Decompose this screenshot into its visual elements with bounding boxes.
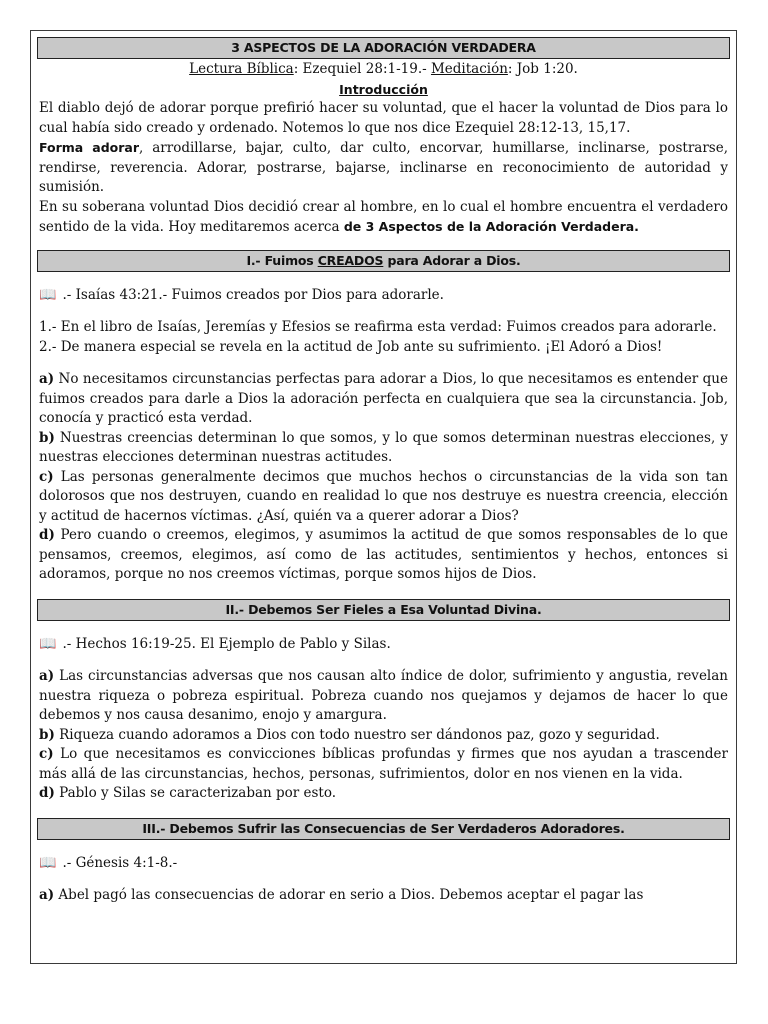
section-1-item-d (39, 526, 728, 585)
section-2-item-d (39, 784, 728, 804)
theme-emphasis: de 3 Aspectos de la Adoración Verdadera. (343, 219, 639, 234)
intro-theme (39, 198, 728, 238)
section-2-title: II.- Debemos Ser Fieles a Esa Voluntad Divina. (37, 599, 730, 621)
section-1-point-1: 1.- En el libro de Isaías, Jeremías y Efesios se reafirma esta verdad: Fuimos creados para adorarle. (39, 319, 717, 335)
open-book-icon: 📖 (39, 635, 57, 652)
intro-definition (39, 138, 728, 198)
section-1-item-c (39, 468, 728, 527)
item-text: Las circunstancias adversas que nos causan alto índice de dolor, sufrimiento y angustia, revelan nuestra riqueza o pobreza espiritual. Pobreza cuando nos quejamos y dejamos de hacer lo que debemos y nos causa desanimo, enojo y amargura. (39, 668, 728, 723)
section-1-item-b (39, 429, 728, 468)
intro-heading: Introducción (339, 81, 428, 97)
open-book-icon: 📖 (39, 854, 57, 871)
section-1-point-2: 2.- De manera especial se revela en la actitud de Job ante su sufrimiento. ¡El Adoró a Dios! (39, 338, 663, 355)
open-book-icon: 📖 (39, 286, 57, 303)
item-label: c) (39, 746, 54, 762)
section-1-title-post: para Adorar a Dios. (383, 252, 521, 268)
theme-text: En su soberana voluntad Dios decidió crear al hombre, en lo cual el hombre encuentra el verdadero sentido de la vida. Hoy meditaremos acerca (39, 198, 728, 235)
item-label: c) (39, 468, 54, 485)
item-label: d) (39, 527, 55, 543)
section-1-item-a (39, 370, 728, 429)
section-2-item-b (39, 726, 728, 746)
verse-text: .- Isaías 43:21.- Fuimos creados por Dios para adorarle. (62, 286, 444, 303)
section-1-title-underlined: CREADOS (317, 252, 384, 268)
item-text: Abel pagó las consecuencias de adorar en serio a Dios. Debemos aceptar el pagar las (54, 887, 644, 903)
document-page (30, 30, 737, 964)
item-text: Pero cuando o creemos, elegimos, y asumimos la actitud de que somos responsables de lo que pensamos, creemos, elegimos, así como de las actitudes, sentimientos y hechos, entonces si adoramos, porque no nos creemos víctimas, porque somos hijos de Dios. (39, 527, 728, 582)
item-label: a) (39, 371, 55, 387)
verse-text: .- Hechos 16:19-25. El Ejemplo de Pablo y Silas. (62, 635, 391, 652)
section-3-verse (39, 854, 728, 874)
section-3-item-a (39, 886, 728, 906)
section-2-verse (39, 635, 728, 655)
document-title: 3 ASPECTOS DE LA ADORACIÓN VERDADERA (37, 37, 730, 59)
verse-text: .- Génesis 4:1-8.- (62, 854, 178, 871)
item-label: d) (39, 785, 55, 801)
lectura-value: : Ezequiel 28:1-19.- (293, 61, 431, 77)
item-text: Pablo y Silas se caracterizaban por esto. (54, 785, 337, 801)
section-1-title (37, 250, 730, 272)
item-label: b) (39, 429, 55, 446)
item-text: Las personas generalmente decimos que muchos hechos o circunstancias de la vida son tan dolorosos que nos destruyen, cuando en realidad lo que nos destruye es nuestra creencia, elección y actitud de hacernos víctimas. ¿Así, quién va a querer adorar a Dios? (39, 468, 728, 524)
definition-text: , arrodillarse, bajar, culto, dar culto, encorvar, humillarse, inclinarse, postrarse, rendirse, reverencia. Adorar, postrarse, bajarse, inclinarse en reconocimiento de autoridad y sumisión. (39, 140, 728, 195)
lectura-label: Lectura Bíblica (189, 61, 294, 77)
section-1-verse (39, 286, 728, 306)
item-label: a) (39, 668, 55, 684)
meditacion-label: Meditación (430, 61, 508, 77)
section-2-item-c (39, 745, 728, 784)
reading-line (39, 60, 728, 80)
section-2-item-a (39, 667, 728, 726)
item-label: b) (39, 726, 55, 743)
section-3-title: III.- Debemos Sufrir las Consecuencias de Ser Verdaderos Adoradores. (37, 818, 730, 840)
intro-paragraph: El diablo dejó de adorar porque prefirió hacer su voluntad, que el hacer la voluntad de Dios para lo cual había sido creado y ordenado. Notemos lo que nos dice Ezequiel 28:12-13, 15,17. (39, 100, 728, 136)
item-text: Lo que necesitamos es convicciones bíblicas profundas y firmes que nos ayudan a trascender más allá de las circunstancias, hechos, personas, sufrimientos, dolor en nos vienen en la vida. (39, 746, 728, 782)
definition-term: Forma adorar (39, 140, 139, 155)
item-text: Riqueza cuando adoramos a Dios con todo nuestro ser dándonos paz, gozo y seguridad. (54, 726, 660, 743)
document-body (39, 31, 728, 906)
item-text: Nuestras creencias determinan lo que somos, y lo que somos determinan nuestras elecciones, y nuestras elecciones determinan nuestras actitudes. (39, 429, 728, 465)
item-label: a) (39, 887, 55, 903)
item-text: No necesitamos circunstancias perfectas para adorar a Dios, lo que necesitamos es entender que fuimos creados para darle a Dios la adoración perfecta en cualquiera que sea la circunstancia. Job, conocía y practicó esta verdad. (39, 371, 728, 426)
meditacion-value: : Job 1:20. (507, 61, 578, 77)
section-1-title-pre: I.- Fuimos (246, 252, 318, 268)
